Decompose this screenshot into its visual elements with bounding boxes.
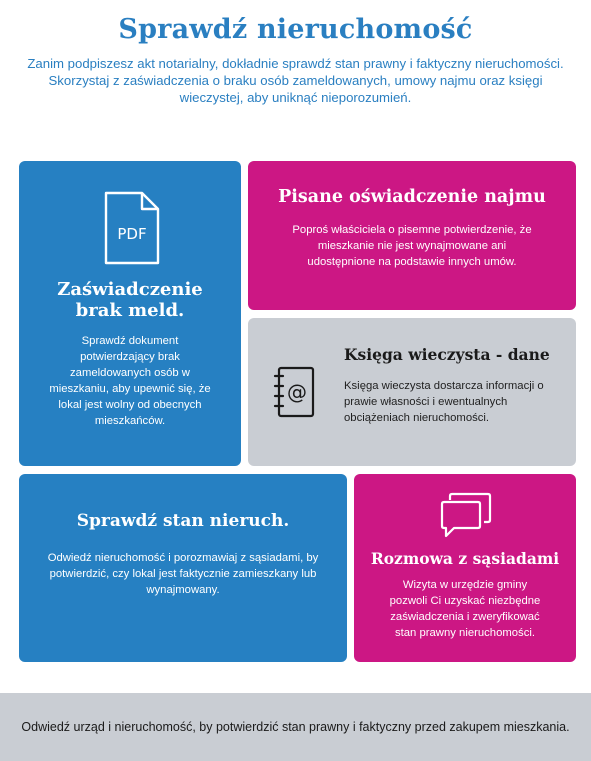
card-oswiadczenie [248, 161, 576, 310]
card-text: Sprawdź dokument potwierdzający brak zameldowanych osób w mieszkaniu, aby upewnić się, że lokal jest wolny od obecnych mieszkańców. [49, 335, 211, 427]
card-zaswiadczenie [19, 161, 241, 466]
address-book-icon [273, 366, 315, 418]
page-header [0, 14, 591, 106]
card-text: Księga wieczysta dostarcza informacji o prawie własności i ewentualnych obciążeniach nieruchomości. [344, 380, 544, 424]
page-title: Sprawdź nieruchomość [118, 14, 473, 45]
intro-text: Zanim podpiszesz akt notarialny, dokładnie sprawdź stan prawny i faktyczny nieruchomości. Skorzystaj z zaświadczenia o braku osób zameldowanych, umowy najmu oraz księgi wieczystej, aby uniknąć nieporozumień. [27, 56, 564, 105]
chat-bubbles-icon [440, 492, 492, 538]
card-rozmowa-z-sasiadami [354, 474, 576, 662]
card-title: Księga wieczysta - dane [344, 345, 550, 364]
card-stan-nieruchomosci [19, 474, 347, 662]
footer-text: Odwiedź urząd i nieruchomość, by potwierdzić stan prawny i faktyczny przed zakupem mieszkania. [21, 720, 570, 734]
pdf-icon-label: PDF [117, 225, 147, 243]
card-text: Wizyta w urzędzie gminy pozwoli Ci uzyskać niezbędne zaświadczenia i zweryfikować stan prawny nieruchomości. [389, 579, 541, 639]
pdf-document-icon [104, 191, 160, 265]
svg-text:@: @ [287, 380, 307, 404]
card-ksiega-wieczysta [248, 318, 576, 466]
card-title [19, 279, 241, 321]
card-title: Sprawdź stan nieruch. [76, 511, 290, 531]
card-text: Odwiedź nieruchomość i porozmawiaj z sąsiadami, by potwierdzić, czy lokal jest faktycznie zamieszkany lub wynajmowany. [47, 552, 319, 596]
card-title-line1: Zaświadczenie [57, 279, 203, 300]
card-title: Pisane oświadczenie najmu [278, 187, 546, 207]
card-text: Poproś właściciela o pisemne potwierdzenie, że mieszkanie nie jest wynajmowane ani udostępnione na podstawie innych umów. [292, 224, 532, 268]
card-title-line2: brak meld. [75, 300, 185, 321]
card-title: Rozmowa z sąsiadami [370, 549, 560, 568]
footer-banner [0, 693, 591, 761]
